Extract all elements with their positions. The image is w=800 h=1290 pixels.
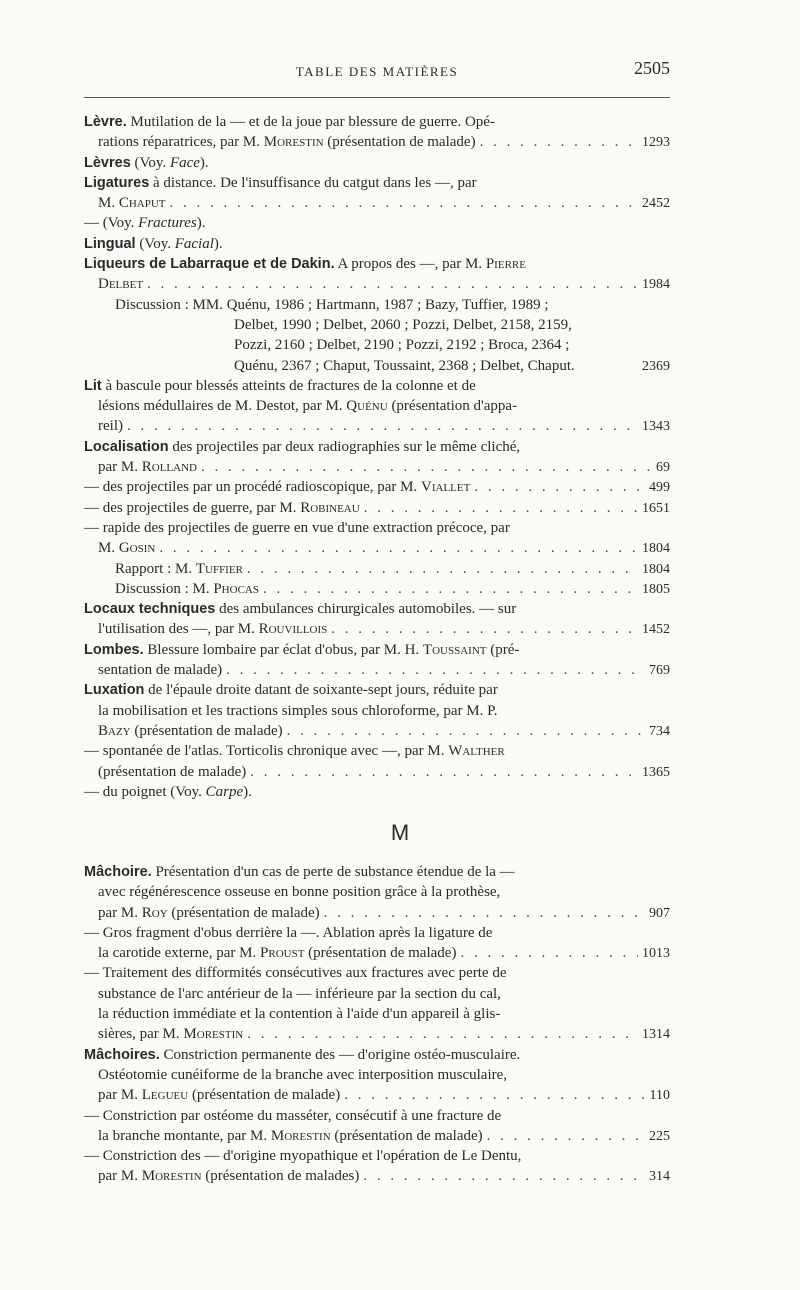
discussion-line: Pozzi, 2160 ; Delbet, 2190 ; Pozzi, 2192 ; Broca, 2364 ; bbox=[234, 337, 570, 354]
page-ref: 314 bbox=[649, 1169, 670, 1185]
headword: Lingual bbox=[84, 235, 136, 252]
entry-lit: Lit à bascule pour blessés atteints de fractures de la colonne et de lésions médullaires de M. Destot, par M. Quénu (présentation d'appa- reil) . . . 1343 bbox=[84, 376, 670, 437]
headword: Localisation bbox=[84, 438, 169, 455]
page-number: 2505 bbox=[634, 58, 670, 78]
page-header bbox=[84, 58, 670, 88]
leader-dots bbox=[201, 457, 652, 477]
entry-ligatures: Ligatures à distance. De l'insuffisance du catgut dans les —, par M. Chaput . . . 2452 — (Voy. Fractures). bbox=[84, 173, 670, 234]
entry-levre: Lèvre. Mutilation de la — et de la joue par blessure de guerre. Opé- rations réparatrices, par M. Morestin (présentation de malade) . . . 1293 bbox=[84, 112, 670, 153]
author-name: Delbet bbox=[98, 276, 144, 293]
page-ref: 734 bbox=[649, 723, 670, 739]
headword: Liqueurs de Labarraque et de Dakin. bbox=[84, 256, 335, 273]
author-name: Walther bbox=[448, 743, 505, 760]
page-ref: 907 bbox=[649, 905, 670, 921]
author-name: Toussaint bbox=[422, 641, 487, 658]
discussion-line: Delbet, 1990 ; Delbet, 2060 ; Pozzi, Delbet, 2158, 2159, bbox=[234, 316, 572, 333]
leader-dots bbox=[364, 498, 638, 518]
leader-dots bbox=[487, 1126, 645, 1146]
page-ref: 2369 bbox=[642, 358, 670, 374]
page-ref: 69 bbox=[656, 460, 670, 476]
page-ref: 1804 bbox=[642, 541, 670, 557]
page-ref: 1293 bbox=[642, 135, 670, 151]
page-ref: 1984 bbox=[642, 277, 670, 293]
leader-dots bbox=[147, 274, 638, 294]
page-ref: 1805 bbox=[642, 581, 670, 597]
section-m-entries bbox=[84, 862, 670, 1187]
headword: Mâchoires. bbox=[84, 1046, 160, 1063]
author-name: Phocas bbox=[213, 580, 259, 597]
leader-dots bbox=[324, 903, 645, 923]
leader-dots bbox=[331, 619, 638, 639]
entry-lingual: Lingual (Voy. Facial). bbox=[84, 235, 223, 252]
entry-localisation: Localisation des projectiles par deux radiographies sur le même cliché, par M. Rolland . . . 69 — des projectiles par un procédé radioscopique, par M. Viallet . . . 499 — des projectiles de guerre, par M. Robineau . . . 1651 — rapide des projectiles de guerre en vue d'une extraction précoce, par M. Gosin . . . 1804 Rapport : M. Tuffier . . . 1804 Discussion : M. Phocas . . . 1805 bbox=[84, 437, 670, 599]
author-name: Pierre bbox=[485, 256, 526, 273]
page-ref: 2452 bbox=[642, 196, 670, 212]
author-name: Gosin bbox=[118, 540, 156, 557]
running-title: TABLE DES MATIÈRES bbox=[295, 64, 459, 79]
page-ref: 225 bbox=[649, 1128, 670, 1144]
page-ref: 1314 bbox=[642, 1027, 670, 1043]
headword: Luxation bbox=[84, 682, 145, 699]
page-ref: 1343 bbox=[642, 419, 670, 435]
leader-dots bbox=[287, 721, 645, 741]
entry-levres: Lèvres (Voy. Face). bbox=[84, 154, 209, 171]
headword: Lombes. bbox=[84, 641, 144, 658]
cross-reference: Face bbox=[169, 154, 200, 171]
entry-luxation: Luxation de l'épaule droite datant de soixante-sept jours, réduite par la mobilisation et les tractions simples sous chloroforme, par M. P. Bazy (présentation de malade) . . . 734 — spontanée de l'atlas. Torticolis chronique avec —, par M. Walther (présentation de malade) . . . 1365 — du poignet (Voy. Carpe). bbox=[84, 680, 670, 802]
leader-dots bbox=[460, 943, 638, 963]
headword: Lèvres bbox=[84, 154, 131, 171]
page-ref: 1651 bbox=[642, 500, 670, 516]
leader-dots bbox=[159, 538, 638, 558]
headword: Lit bbox=[84, 377, 102, 394]
leader-dots bbox=[127, 416, 638, 436]
leader-dots bbox=[247, 559, 638, 579]
discussion-line: Discussion : MM. Quénu, 1986 ; Hartmann, 1987 ; Bazy, Tuffier, 1989 ; bbox=[115, 296, 549, 313]
page-ref: 769 bbox=[649, 663, 670, 679]
page-ref: 1804 bbox=[642, 561, 670, 577]
author-name: Viallet bbox=[420, 479, 471, 496]
author-name: Legueu bbox=[141, 1087, 189, 1104]
leader-dots bbox=[247, 1024, 638, 1044]
section-letter: M bbox=[390, 820, 410, 845]
author-name: Rolland bbox=[141, 459, 197, 476]
entry-machoire: Mâchoire. Présentation d'un cas de perte de substance étendue de la — avec régénérescence osseuse en bonne position grâce à la prothèse, par M. Roy (présentation de malade) . . . 907 — Gros fragment d'obus derrière la —. Ablation après la ligature de la carotide externe, par M. Proust (présentation de malade) . . . 1013 — Traitement des difformités consécutives aux fractures avec perte de substance de l'arc antérieur de la — inférieure par la section du cal, la réduction immédiate et la contention à l'aide d'un appareil à glis- sières, par M. Morestin . . . 1314 bbox=[84, 862, 670, 1045]
leader-dots bbox=[480, 132, 638, 152]
page-ref: 499 bbox=[649, 480, 670, 496]
author-name: Roy bbox=[141, 904, 168, 921]
headword: Lèvre. bbox=[84, 114, 127, 130]
leader-dots bbox=[263, 579, 638, 599]
leader-dots bbox=[344, 1085, 645, 1105]
leader-dots bbox=[170, 193, 638, 213]
author-name: Bazy bbox=[98, 722, 131, 739]
leader-dots bbox=[474, 477, 645, 497]
headword: Locaux techniques bbox=[84, 601, 216, 618]
header-rule bbox=[84, 97, 670, 98]
author-name: Morestin bbox=[263, 134, 324, 151]
page-ref: 110 bbox=[649, 1088, 670, 1104]
entry-liqueurs: Liqueurs de Labarraque et de Dakin. A propos des —, par M. Pierre Delbet . . . 1984 Discussion : MM. Quénu, 1986 ; Hartmann, 1987 ; Bazy, Tuffier, 1989 ; Delbet, 1990 ; Delbet, 2060 ; Pozzi, Delbet, 2158, 2159, Pozzi, 2160 ; Delbet, 2190 ; Pozzi, 2192 ; Broca, 2364 ; Quénu, 2367 ; Chaput, Toussaint, 2368 ; Delbet, Chaput. 2369 bbox=[84, 254, 670, 376]
section-l-entries bbox=[84, 112, 670, 802]
cross-reference: Carpe bbox=[205, 783, 244, 800]
discussion-line: Quénu, 2367 ; Chaput, Toussaint, 2368 ; Delbet, Chaput. bbox=[234, 357, 575, 374]
leader-dots bbox=[226, 660, 645, 680]
headword: Ligatures bbox=[84, 174, 150, 191]
entry-machoires: Mâchoires. Constriction permanente des — d'origine ostéo-musculaire. Ostéotomie cunéiforme de la branche avec interposition musculaire, par M. Legueu (présentation de malade) . . . 110 — Constriction par ostéome du masséter, consécutif à une fracture de la branche montante, par M. Morestin (présentation de malade) . . . 225 — Constriction des — d'origine myopathique et l'opération de Le Dentu, par M. Morestin (présentation de malades) . . . 314 bbox=[84, 1045, 670, 1187]
headword: Mâchoire. bbox=[84, 864, 152, 880]
author-name: Rouvillois bbox=[258, 621, 328, 638]
author-name: Robineau bbox=[300, 499, 360, 516]
author-name: Morestin bbox=[270, 1127, 331, 1144]
page-ref: 1365 bbox=[642, 764, 670, 780]
entry-lombes: Lombes. Blessure lombaire par éclat d'obus, par M. H. Toussaint (pré- sentation de malade) . . . 769 bbox=[84, 640, 670, 681]
author-name: Quénu bbox=[346, 398, 388, 415]
author-name: Morestin bbox=[183, 1026, 244, 1043]
author-name: Morestin bbox=[141, 1168, 202, 1185]
entry-locaux: Locaux techniques des ambulances chirurgicales automobiles. — sur l'utilisation des —, par M. Rouvillois . . . 1452 bbox=[84, 599, 670, 640]
page-ref: 1013 bbox=[642, 946, 670, 962]
author-name: Proust bbox=[260, 945, 305, 962]
leader-dots bbox=[250, 762, 638, 782]
leader-dots bbox=[363, 1166, 645, 1186]
page-ref: 1452 bbox=[642, 622, 670, 638]
author-name: Tuffier bbox=[195, 560, 243, 577]
author-name: Chaput bbox=[118, 195, 166, 212]
cross-reference: Fractures bbox=[138, 215, 197, 232]
cross-reference: Facial bbox=[174, 235, 214, 252]
